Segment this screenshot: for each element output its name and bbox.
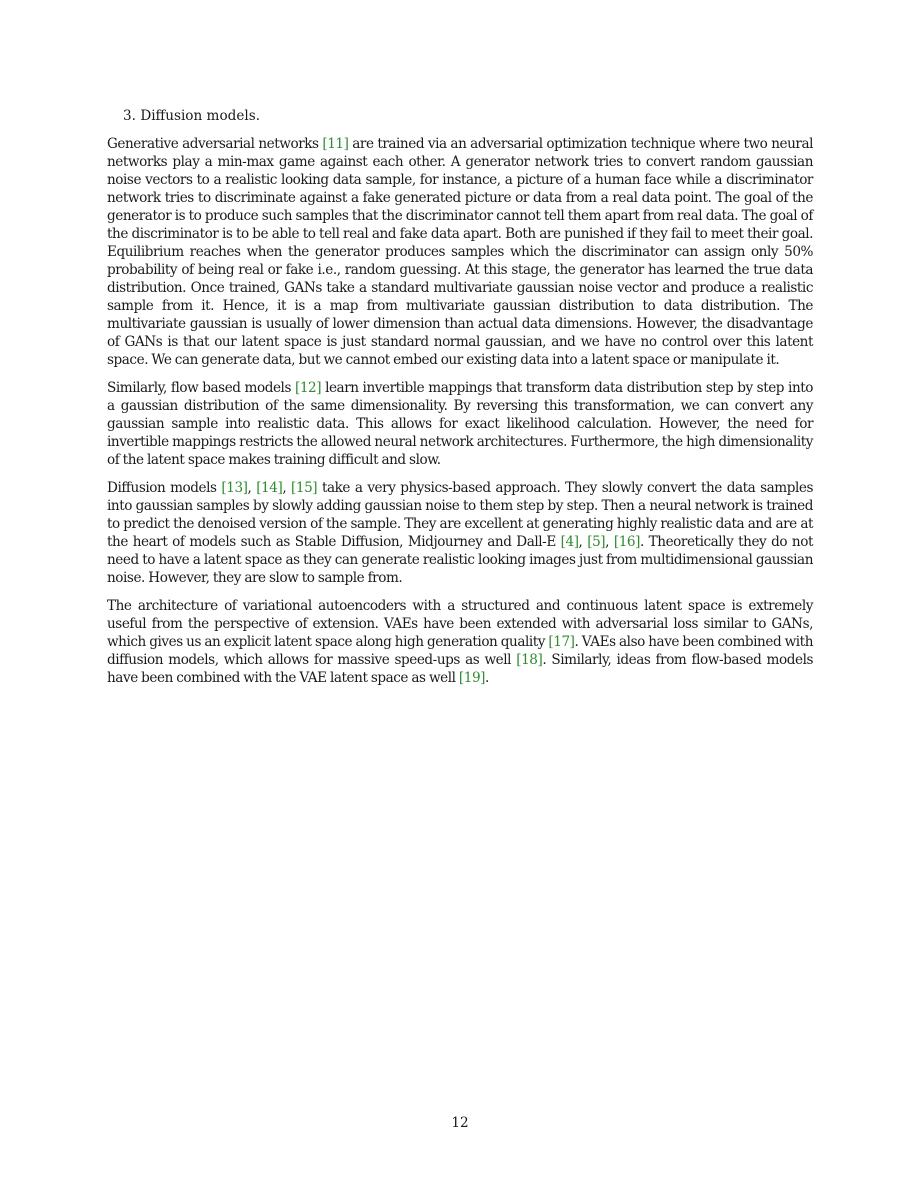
paragraph-text: , xyxy=(578,534,588,550)
paragraph-gans xyxy=(107,135,813,369)
page-number: 12 xyxy=(451,1115,469,1131)
citation-link[interactable]: [15] xyxy=(291,480,318,496)
list-item-text: Diffusion models. xyxy=(140,108,261,124)
citation-link[interactable]: [17] xyxy=(548,634,575,650)
citation-link[interactable]: [13] xyxy=(221,480,248,496)
paragraph-text: , xyxy=(282,480,292,496)
paragraph-text: . Theoretically they do not need to have a latent space as they can generate realistic looking images just from multidimensional gaussian noise. However, they are slow to sample from. xyxy=(107,534,813,586)
citation-link[interactable]: [4] xyxy=(560,534,579,550)
list-item-number: 3. xyxy=(123,108,136,124)
paragraph-text: . xyxy=(485,670,489,686)
paragraph-text: . Similarly, ideas from flow-based models have been combined with the VAE latent space as well xyxy=(107,652,813,686)
paragraph-flow-models xyxy=(107,379,813,469)
citation-link[interactable]: [18] xyxy=(516,652,543,668)
paragraph-text: , xyxy=(247,480,257,496)
paragraph-text: Generative adversarial networks xyxy=(107,136,323,152)
paragraph-text: Diffusion models xyxy=(107,480,222,496)
citation-link[interactable]: [5] xyxy=(587,534,606,550)
page-body xyxy=(107,107,813,697)
list-item-diffusion-models xyxy=(123,107,813,125)
paragraph-text: are trained via an adversarial optimization technique where two neural networks play a min-max game against each other. A generator network tries to convert random gaussian noise vectors to a realistic looking data sample, for instance, a picture of a human face while a discriminator network tries to discriminate against a fake generated picture or data from a real data point. The goal of the generator is to produce such samples that the discriminator cannot tell them apart from real data. The goal of the discriminator is to be able to tell real and fake data apart. Both are punished if they fail to meet their goal. Equilibrium reaches when the generator produces samples which the discriminator can assign only 50% probability of being real or fake i.e., random guessing. At this stage, the generator has learned the true data distribution. Once trained, GANs take a standard multivariate gaussian noise vector and produce a realistic sample from it. Hence, it is a map from multivariate gaussian distribution to data distribution. The multivariate gaussian is usually of lower dimension than actual data dimensions. However, the disadvantage of GANs is that our latent space is just standard normal gaussian, and we have no control over this latent space. We can generate data, but we cannot embed our existing data into a latent space or manipulate it. xyxy=(107,136,813,368)
citation-link[interactable]: [19] xyxy=(458,670,486,686)
paragraph-text: take a very physics-based approach. They slowly convert the data samples into gaussian samples by slowly adding gaussian noise to them step by step. Then a neural network is trained to predict the denoised version of the sample. They are excellent at generating highly realistic data and are at the heart of models such as Stable Diffusion, Midjourney and Dall-E xyxy=(107,480,813,550)
paragraph-diffusion-models xyxy=(107,479,813,587)
citation-link[interactable]: [11] xyxy=(322,136,349,152)
paragraph-text: learn invertible mappings that transform data distribution step by step into a gaussian distribution of the same dimensionality. By reversing this transformation, we can convert any gaussian sample into realistic data. This allows for exact likelihood calculation. However, the need for invertible mappings restricts the allowed neural network architectures. Furthermore, the high dimensionality of the latent space makes training difficult and slow. xyxy=(107,380,813,468)
citation-link[interactable]: [12] xyxy=(294,380,322,396)
citation-link[interactable]: [16] xyxy=(613,534,640,550)
paragraph-text: . VAEs also have been combined with diffusion models, which allows for massive speed-ups as well xyxy=(107,634,814,668)
citation-link[interactable]: [14] xyxy=(256,480,283,496)
paragraph-text: The architecture of variational autoencoders with a structured and continuous latent space is extremely useful from the perspective of extension. VAEs have been extended with adversarial loss similar to GANs, which gives us an explicit latent space along high generation quality xyxy=(107,598,813,650)
paragraph-text: , xyxy=(605,534,614,550)
paragraph-vae-extensions xyxy=(107,597,813,687)
paragraph-text: Similarly, flow based models xyxy=(107,380,295,396)
